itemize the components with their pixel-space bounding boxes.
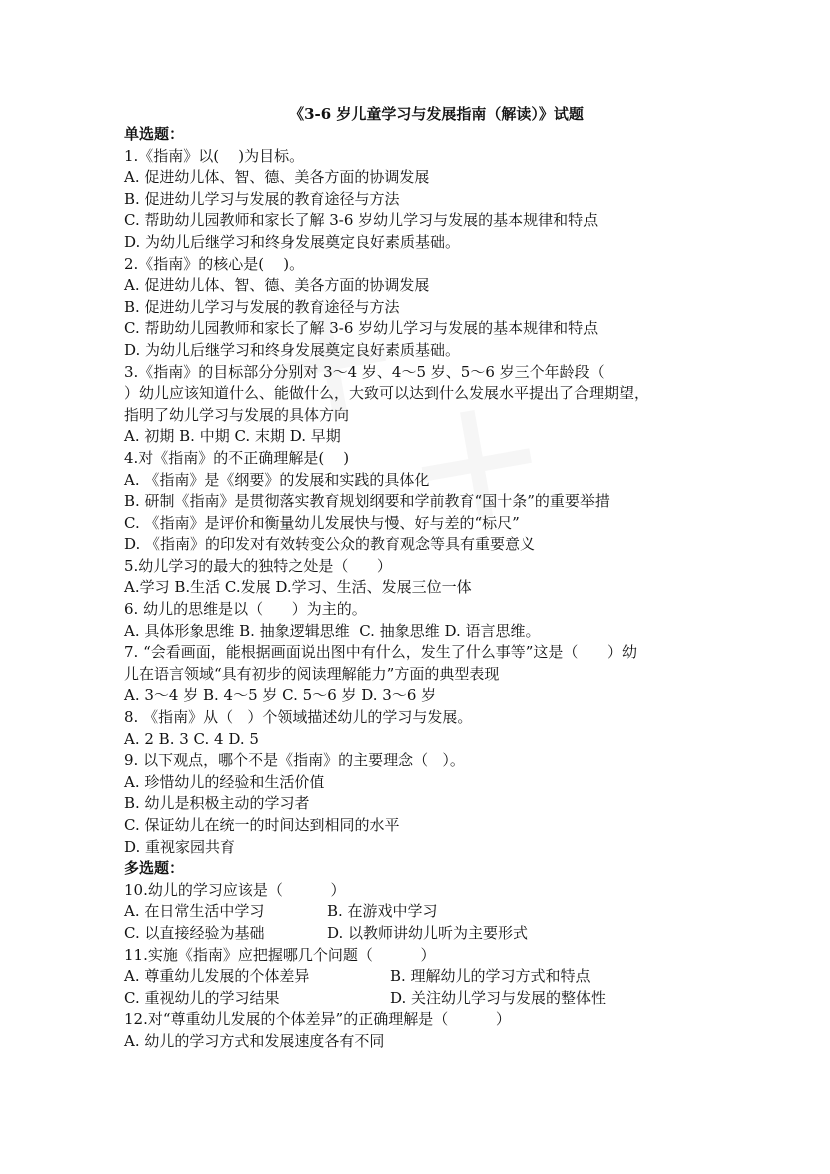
question-option: C. 帮助幼儿园教师和家长了解 3-6 岁幼儿学习与发展的基本规律和特点 (124, 211, 599, 230)
section-heading-single: 单选题： (124, 125, 185, 143)
question-options: A. 具体形象思维 B. 抽象逻辑思维 C. 抽象思维 D. 语言思维。 (124, 621, 541, 640)
question-option: D. 以教师讲幼儿听为主要形式 (327, 923, 529, 942)
question-stem: 8. 《指南》从（ ）个领域描述幼儿的学习与发展。 (124, 708, 473, 727)
question-option: B. 理解幼儿的学习方式和特点 (390, 967, 591, 986)
question-option: B. 研制《指南》是贯彻落实教育规划纲要和学前教育“国十条”的重要举措 (124, 492, 610, 511)
question-option: D. 重视家园共育 (124, 837, 236, 856)
question-option: D. 《指南》的印发对有效转变公众的教育观念等具有重要意义 (124, 535, 536, 554)
question-options: A.学习 B.生活 C.发展 D.学习、生活、发展三位一体 (124, 578, 472, 597)
question-stem: ）幼儿应该知道什么、能做什么，大致可以达到什么发展水平提出了合理期望， (124, 384, 650, 403)
option-row (124, 988, 724, 1010)
question-stem: 2.《指南》的核心是( )。 (124, 254, 305, 273)
question-stem: 9. 以下观点，哪个不是《指南》的主要理念（ ）。 (124, 751, 465, 770)
question-option: A. 幼儿的学习方式和发展速度各有不同 (124, 1031, 385, 1050)
question-stem: 10.幼儿的学习应该是（ ） (124, 880, 346, 899)
question-option: C. 帮助幼儿园教师和家长了解 3-6 岁幼儿学习与发展的基本规律和特点 (124, 319, 599, 338)
question-option: A. 珍惜幼儿的经验和生活价值 (124, 772, 325, 791)
question-option: B. 促进幼儿学习与发展的教育途径与方法 (124, 189, 400, 208)
section-heading-multi: 多选题： (124, 859, 185, 878)
question-stem: 指明了幼儿学习与发展的具体方向 (124, 405, 350, 424)
question-option: C. 《指南》是评价和衡量幼儿发展快与慢、好与差的“标尺” (124, 513, 520, 532)
option-row (124, 966, 724, 988)
option-row (124, 923, 724, 945)
question-option: A. 尊重幼儿发展的个体差异 (124, 967, 310, 986)
question-stem: 4.对《指南》的不正确理解是( ) (124, 448, 350, 467)
question-option: A. 促进幼儿体、智、德、美各方面的协调发展 (124, 276, 430, 295)
question-stem: 7. “会看画面，能根据画面说出图中有什么，发生了什么事等”这是（ ）幼 (124, 643, 638, 662)
question-option: C. 保证幼儿在统一的时间达到相同的水平 (124, 816, 400, 834)
question-options: A. 2 B. 3 C. 4 D. 5 (124, 729, 259, 748)
question-stem: 6. 幼儿的思维是以（ ）为主的。 (124, 600, 367, 619)
question-option: A. 在日常生活中学习 (124, 902, 265, 921)
question-option: B. 促进幼儿学习与发展的教育途径与方法 (124, 297, 400, 316)
question-stem: 1.《指南》以( )为目标。 (124, 146, 305, 165)
question-option: C. 以直接经验为基础 (124, 923, 265, 942)
question-options: A. 3～4 岁 B. 4～5 岁 C. 5～6 岁 D. 3～6 岁 (124, 686, 437, 705)
option-row (124, 901, 724, 923)
question-options: A. 初期 B. 中期 C. 末期 D. 早期 (124, 427, 341, 446)
question-option: A. 促进幼儿体、智、德、美各方面的协调发展 (124, 168, 430, 187)
document-page (124, 104, 724, 1053)
question-stem: 儿在语言领域“具有初步的阅读理解能力”方面的典型表现 (124, 664, 500, 683)
question-stem: 11.实施《指南》应把握哪几个问题（ ） (124, 945, 436, 964)
question-option: D. 为幼儿后继学习和终身发展奠定良好素质基础。 (124, 340, 461, 359)
question-stem: 5.幼儿学习的最大的独特之处是（ ） (124, 556, 392, 575)
question-option: B. 幼儿是积极主动的学习者 (124, 794, 310, 813)
question-option: D. 为幼儿后继学习和终身发展奠定良好素质基础。 (124, 232, 461, 251)
question-option: A. 《指南》是《纲要》的发展和实践的具体化 (124, 470, 430, 489)
question-stem: 3.《指南》的目标部分分别对 3～4 岁、4～5 岁、5～6 岁三个年龄段（ (124, 362, 605, 381)
question-option: C. 重视幼儿的学习结果 (124, 988, 280, 1007)
question-option: B. 在游戏中学习 (327, 902, 438, 921)
question-stem: 12.对“尊重幼儿发展的个体差异”的正确理解是（ ） (124, 1010, 511, 1029)
question-option: D. 关注幼儿学习与发展的整体性 (390, 988, 607, 1007)
document-title: 《3-6 岁儿童学习与发展指南（解读）》试题 (289, 105, 584, 123)
